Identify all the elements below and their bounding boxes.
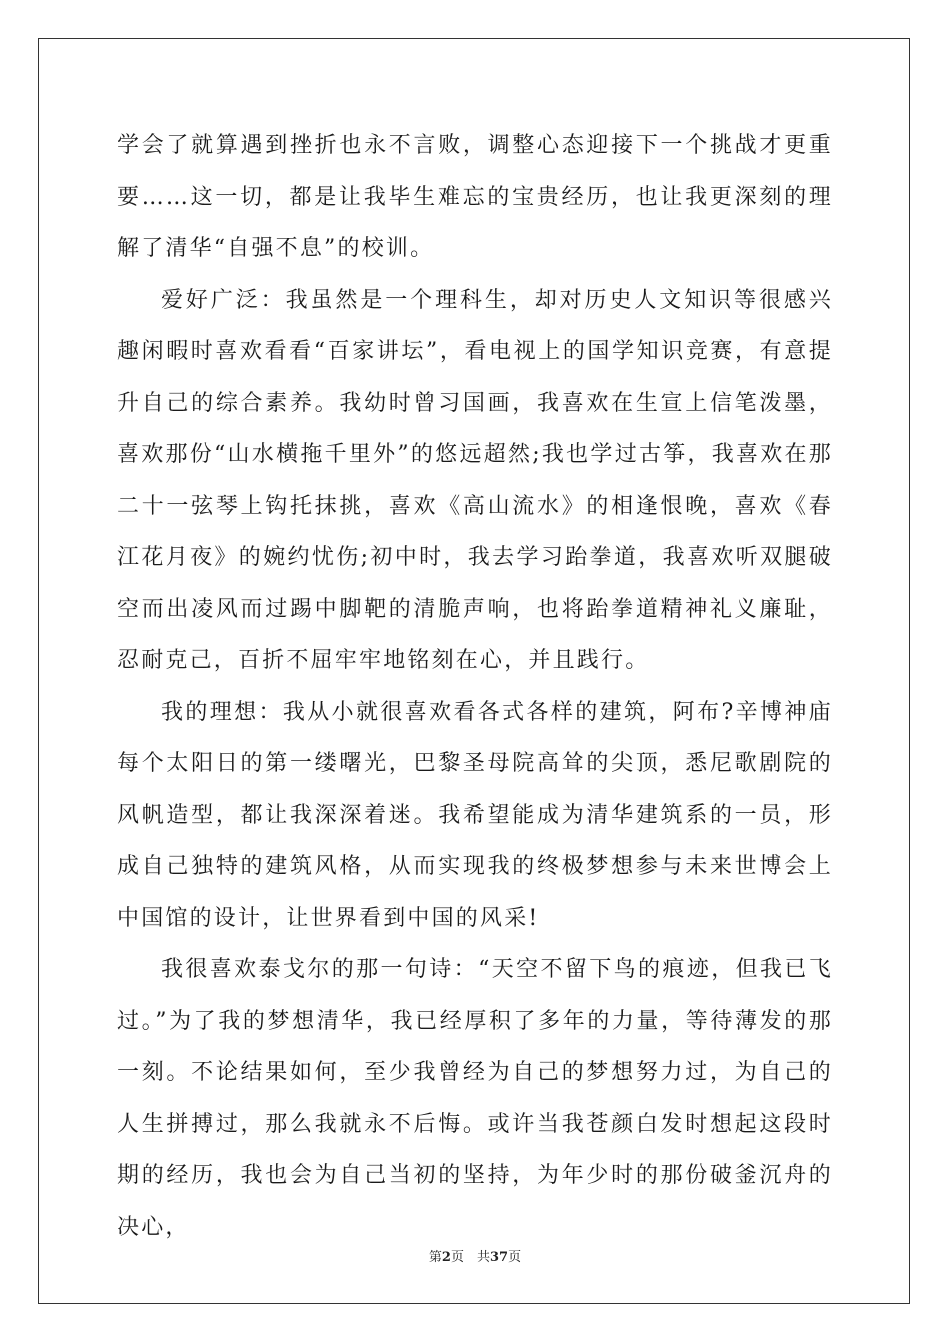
paragraph-1: 学会了就算遇到挫折也永不言败，调整心态迎接下一个挑战才更重要……这一切，都是让我毕生难忘的宝贵经历，也让我更深刻的理解了清华“自强不息”的校训。 [117,133,833,261]
footer-mid: 页 共 [450,1250,490,1265]
current-page-number: 2 [441,1250,451,1265]
footer-suffix: 页 [508,1250,522,1265]
paragraph-hobbies: 爱好广泛：我虽然是一个理科生，却对历史人文知识等很感兴趣闲暇时喜欢看看“百家讲坛”，看电视上的国学知识竞赛，有意提升自己的综合素养。我幼时曾习国画，我喜欢在生宣上信笔泼墨，喜欢那份“山水横拖千里外”的悠远超然;我也学过古筝，我喜欢在那二十一弦琴上钩托抹挑，喜欢《高山流水》的相逢恨晚，喜欢《春江花月夜》的婉约忧伤;初中时，我去学习跆拳道，我喜欢听双腿破空而出凌风而过踢中脚靶的清脆声响，也将跆拳道精神礼义廉耻，忍耐克己，百折不屈牢牢地铭刻在心，并且践行。 [117,287,833,673]
document-body [117,120,833,1253]
paragraph-tagore-quote: 我很喜欢泰戈尔的那一句诗：“天空不留下鸟的痕迹，但我已飞过。”为了我的梦想清华，我已经厚积了多年的力量，等待薄发的那一刻。不论结果如何，至少我曾经为自己的梦想努力过，为自己的人生拼搏过，那么我就永不后悔。或许当我苍颜白发时想起这段时期的经历，我也会为自己当初的坚持，为年少时的那份破釜沉舟的决心， [117,957,833,1240]
total-page-count: 37 [489,1250,509,1265]
paragraph-ideal: 我的理想：我从小就很喜欢看各式各样的建筑，阿布?辛博神庙每个太阳日的第一缕曙光，巴黎圣母院高耸的尖顶，悉尼歌剧院的风帆造型，都让我深深着迷。我希望能成为清华建筑系的一员，形成自己独特的建筑风格，从而实现我的终极梦想参与未来世博会上中国馆的设计，让世界看到中国的风采! [117,699,833,931]
page-footer [0,1246,950,1265]
footer-prefix: 第 [428,1250,442,1265]
